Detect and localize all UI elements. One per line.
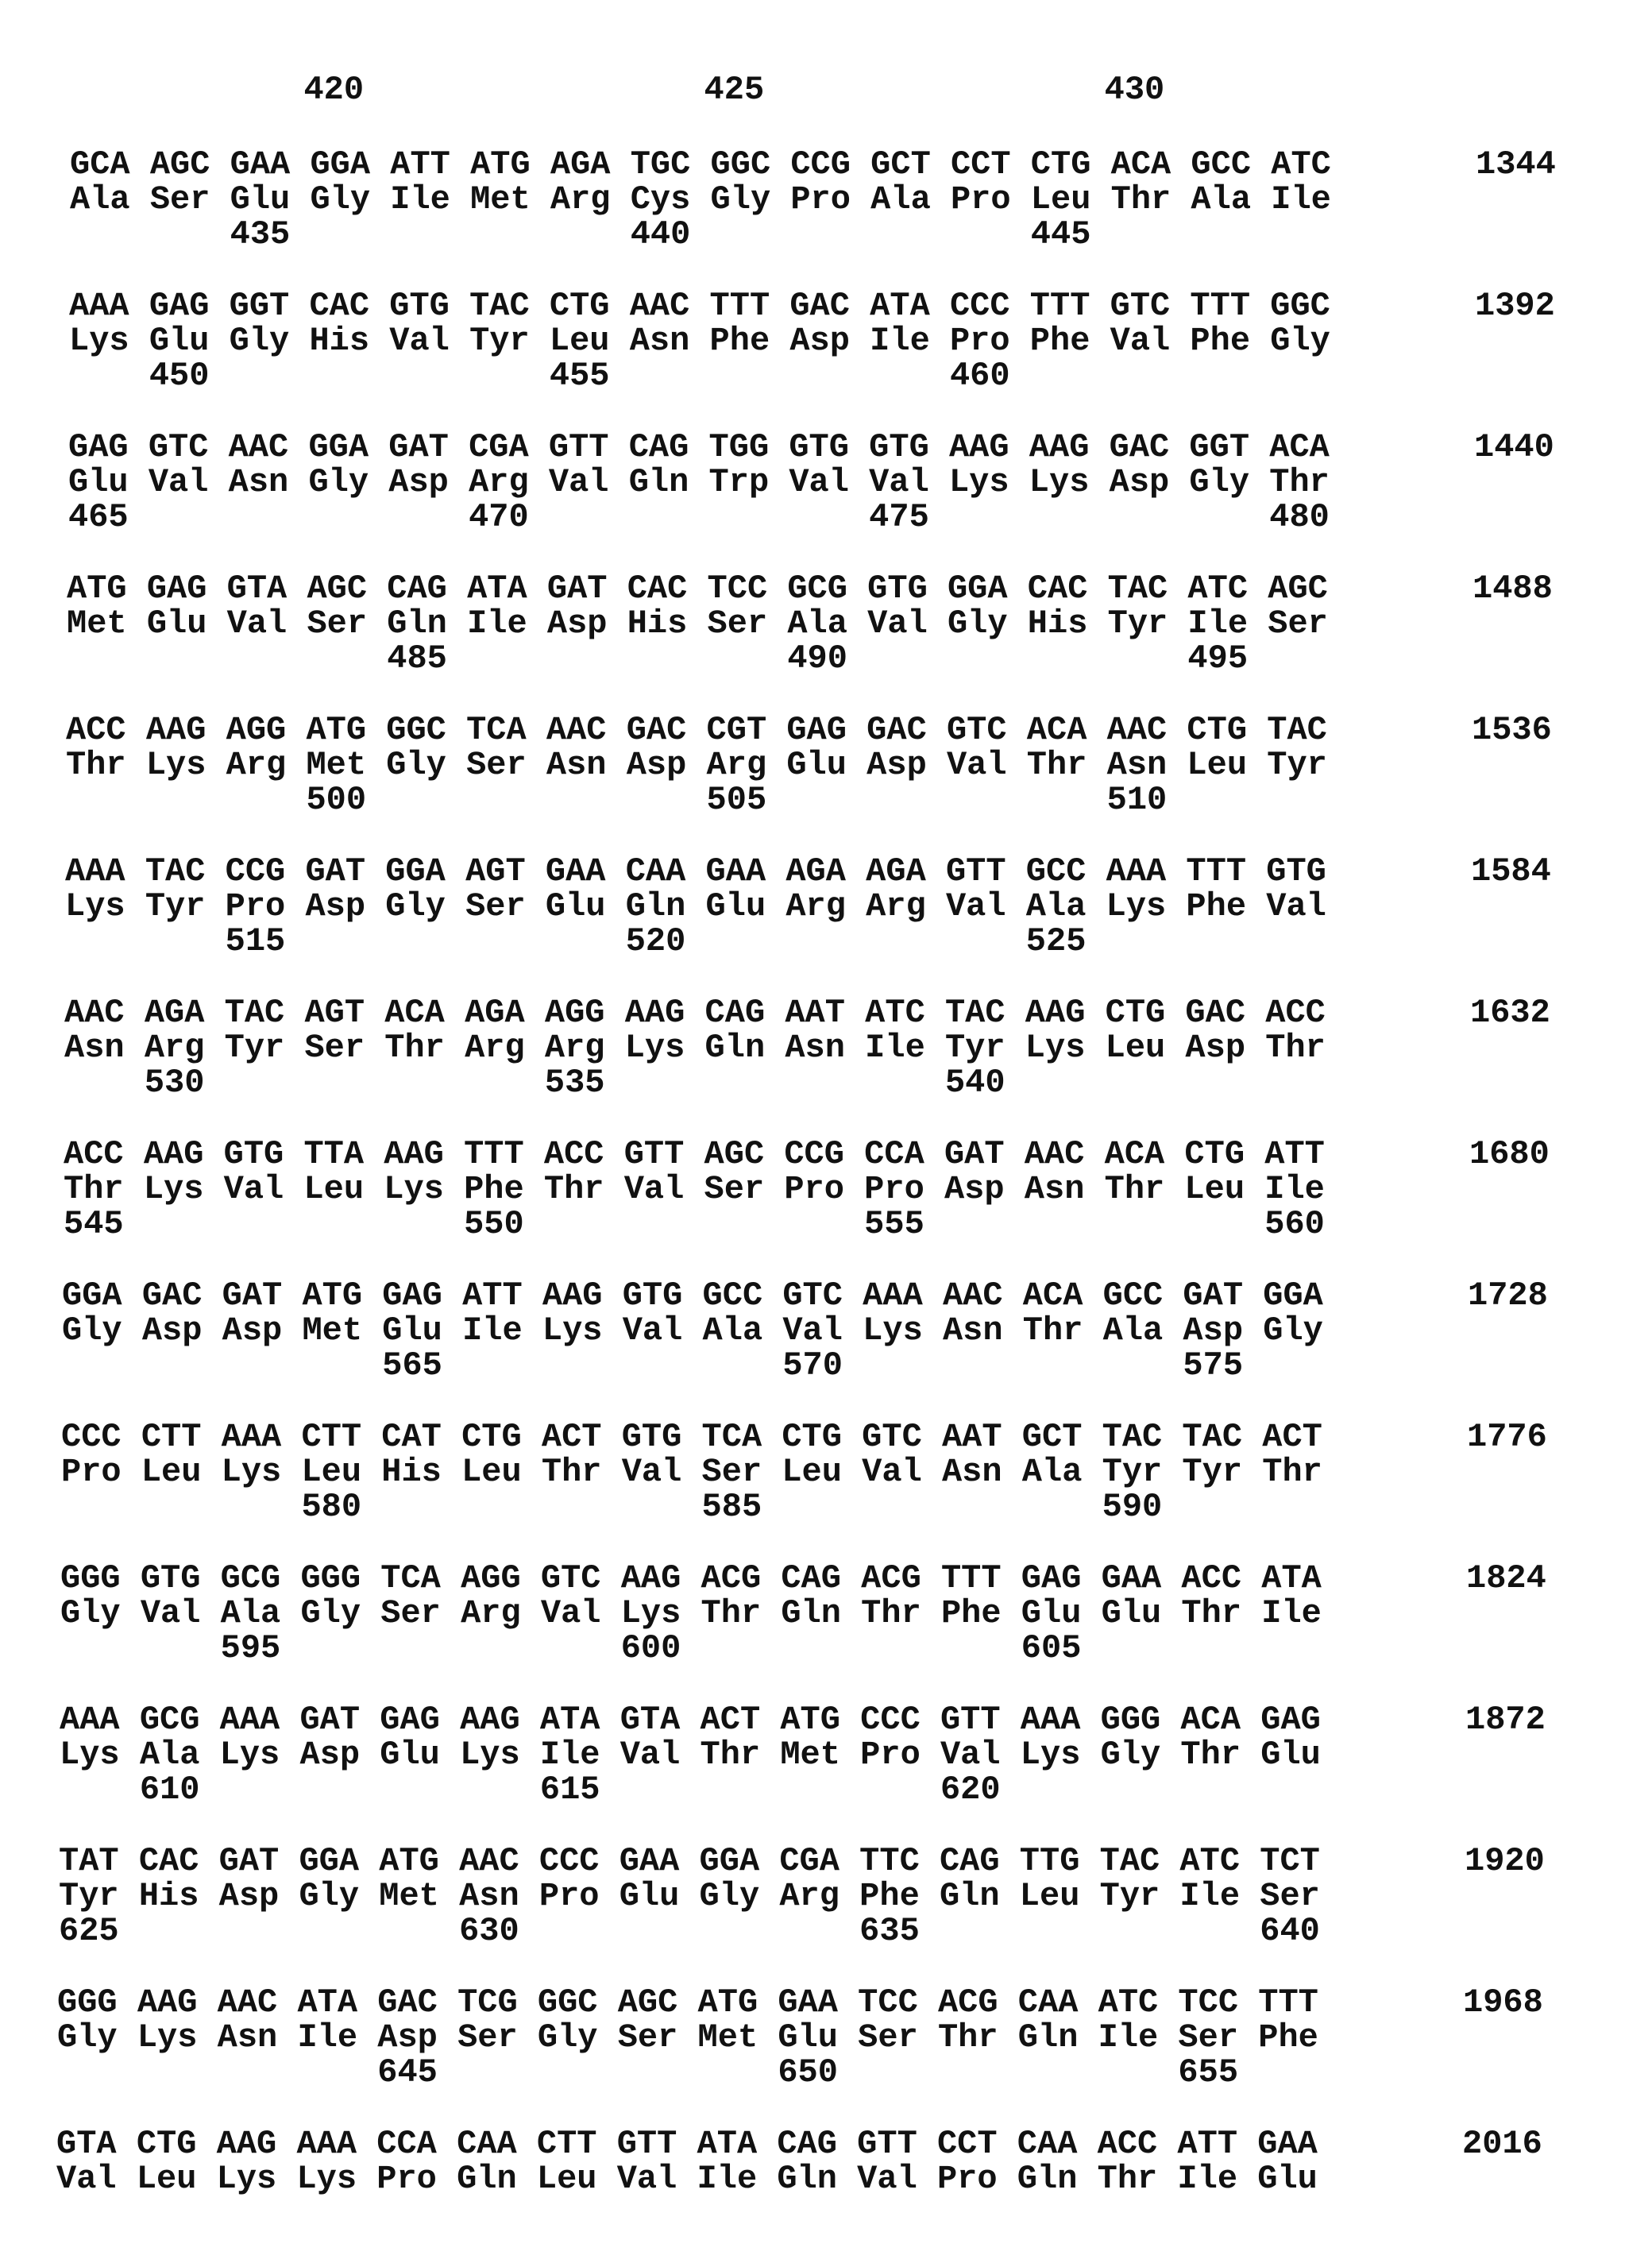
residue-numbers: 610 615 620 xyxy=(60,1772,1001,1807)
residue-numbers: 625 630 635 640 xyxy=(59,1914,1320,1948)
amino-acid-sequence: Ala Ser Glu Gly Ile Met Arg Cys Gly Pro Ala Pro Leu Thr Ala Ile xyxy=(70,182,1331,217)
residue-numbers: 500 505 510 xyxy=(66,782,1167,817)
amino-acid-sequence: Glu Val Asn Gly Asp Arg Val Gln Trp Val Val Lys Lys Asp Gly Thr xyxy=(68,465,1330,500)
nucleotide-count: 2016 xyxy=(1462,2126,1542,2161)
sequence-block xyxy=(66,712,1615,824)
sequence-block xyxy=(60,1702,1608,1813)
nucleotide-count: 1344 xyxy=(1476,147,1556,182)
residue-numbers: 450 455 460 xyxy=(69,358,1010,393)
sequence-block xyxy=(60,1561,1609,1672)
nucleotide-count: 1872 xyxy=(1465,1702,1546,1737)
nucleotide-sequence: AAC AGA TAC AGT ACA AGA AGG AAG CAG AAT ATC TAC AAG CTG GAC ACC xyxy=(64,995,1326,1030)
sequence-block xyxy=(70,147,1619,258)
sequence-block xyxy=(56,2126,1605,2238)
header-residue-numbers: 420 425 430 xyxy=(64,72,1164,107)
nucleotide-sequence: GCA AGC GAA GGA ATT ATG AGA TGC GGC CCG GCT CCT CTG ACA GCC ATC xyxy=(70,147,1331,182)
nucleotide-count: 1968 xyxy=(1463,1985,1543,2020)
residue-numbers: 595 600 605 xyxy=(60,1631,1081,1666)
nucleotide-sequence: ACC AAG GTG TTA AAG TTT ACC GTT AGC CCG CCA GAT AAC ACA CTG ATT xyxy=(64,1137,1325,1172)
amino-acid-sequence: Lys Tyr Pro Asp Gly Ser Glu Gln Glu Arg Arg Val Ala Lys Phe Val xyxy=(65,889,1326,924)
nucleotide-sequence: ATG GAG GTA AGC CAG ATA GAT CAC TCC GCG GTG GGA CAC TAC ATC AGC xyxy=(67,571,1328,606)
sequence-block xyxy=(57,1985,1606,2096)
sequence-block xyxy=(68,430,1617,541)
amino-acid-sequence: Lys Glu Gly His Val Tyr Leu Asn Phe Asp Ile Pro Phe Val Phe Gly xyxy=(69,323,1330,358)
nucleotide-sequence: AAA TAC CCG GAT GGA AGT GAA CAA GAA AGA AGA GTT GCC AAA TTT GTG xyxy=(65,854,1326,889)
sequence-block xyxy=(62,1278,1611,1389)
nucleotide-sequence: CCC CTT AAA CTT CAT CTG ACT GTG TCA CTG GTC AAT GCT TAC TAC ACT xyxy=(61,1419,1322,1454)
residue-numbers: 530 535 540 xyxy=(64,1065,1005,1100)
nucleotide-count: 1728 xyxy=(1468,1278,1548,1313)
amino-acid-sequence: Asn Arg Tyr Ser Thr Arg Arg Lys Gln Asn Ile Tyr Lys Leu Asp Thr xyxy=(64,1030,1326,1065)
nucleotide-sequence: ACC AAG AGG ATG GGC TCA AAC GAC CGT GAG GAC GTC ACA AAC CTG TAC xyxy=(66,712,1327,747)
nucleotide-count: 1392 xyxy=(1475,288,1555,323)
residue-numbers: 515 520 525 xyxy=(65,924,1086,959)
amino-acid-sequence: Gly Asp Asp Met Glu Ile Lys Val Ala Val Lys Asn Thr Ala Asp Gly xyxy=(62,1313,1323,1348)
sequence-block xyxy=(67,571,1615,682)
nucleotide-sequence: GAG GTC AAC GGA GAT CGA GTT CAG TGG GTG GTG AAG AAG GAC GGT ACA xyxy=(68,430,1330,465)
nucleotide-sequence: AAA GCG AAA GAT GAG AAG ATA GTA ACT ATG CCC GTT AAA GGG ACA GAG xyxy=(60,1702,1321,1737)
amino-acid-sequence: Lys Ala Lys Asp Glu Lys Ile Val Thr Met Pro Val Lys Gly Thr Glu xyxy=(60,1737,1321,1772)
residue-numbers: 565 570 575 xyxy=(62,1348,1243,1383)
residue-numbers: 580 585 590 xyxy=(61,1489,1162,1524)
residue-numbers: 545 550 555 560 xyxy=(64,1207,1325,1242)
nucleotide-count: 1776 xyxy=(1467,1419,1547,1454)
nucleotide-sequence: GGG GTG GCG GGG TCA AGG GTC AAG ACG CAG ACG TTT GAG GAA ACC ATA xyxy=(60,1561,1322,1596)
sequence-block xyxy=(64,1137,1612,1248)
residue-numbers: 465 470 475 480 xyxy=(68,500,1330,535)
residue-numbers: 435 440 445 xyxy=(70,217,1090,252)
nucleotide-count: 1824 xyxy=(1466,1561,1546,1596)
nucleotide-sequence: TAT CAC GAT GGA ATG AAC CCC GAA GGA CGA TTC CAG TTG TAC ATC TCT xyxy=(59,1844,1320,1879)
nucleotide-count: 1584 xyxy=(1471,854,1551,889)
sequence-block xyxy=(61,1419,1610,1531)
sequence-block xyxy=(64,995,1613,1106)
sequence-block xyxy=(59,1844,1608,1955)
amino-acid-sequence: Tyr His Asp Gly Met Asn Pro Glu Gly Arg Phe Gln Leu Tyr Ile Ser xyxy=(59,1879,1320,1914)
amino-acid-sequence: Thr Lys Val Leu Lys Phe Thr Val Ser Pro Pro Asp Asn Thr Leu Ile xyxy=(64,1172,1325,1207)
nucleotide-count: 1488 xyxy=(1473,571,1553,606)
amino-acid-sequence: Met Glu Val Ser Gln Ile Asp His Ser Ala Val Gly His Tyr Ile Ser xyxy=(67,606,1328,641)
nucleotide-sequence: GGG AAG AAC ATA GAC TCG GGC AGC ATG GAA TCC ACG CAA ATC TCC TTT xyxy=(57,1985,1318,2020)
nucleotide-count: 1536 xyxy=(1472,712,1552,747)
amino-acid-sequence: Gly Lys Asn Ile Asp Ser Gly Ser Met Glu Ser Thr Gln Ile Ser Phe xyxy=(57,2020,1318,2055)
residue-numbers: 485 490 495 xyxy=(67,641,1248,676)
nucleotide-sequence: GGA GAC GAT ATG GAG ATT AAG GTG GCC GTC AAA AAC ACA GCC GAT GGA xyxy=(62,1278,1323,1313)
nucleotide-count: 1680 xyxy=(1469,1137,1550,1172)
amino-acid-sequence: Val Leu Lys Lys Pro Gln Leu Val Ile Gln Val Pro Gln Thr Ile Glu xyxy=(56,2161,1318,2196)
nucleotide-sequence: GTA CTG AAG AAA CCA CAA CTT GTT ATA CAG GTT CCT CAA ACC ATT GAA xyxy=(56,2126,1318,2161)
nucleotide-count: 1920 xyxy=(1465,1844,1545,1879)
nucleotide-count: 1632 xyxy=(1470,995,1550,1030)
sequence-block xyxy=(69,288,1618,400)
amino-acid-sequence: Gly Val Ala Gly Ser Arg Val Lys Thr Gln Thr Phe Glu Glu Thr Ile xyxy=(60,1596,1322,1631)
residue-numbers: 645 650 655 xyxy=(57,2055,1238,2090)
amino-acid-sequence: Pro Leu Lys Leu His Leu Thr Val Ser Leu Val Asn Ala Tyr Tyr Thr xyxy=(61,1454,1322,1489)
nucleotide-count: 1440 xyxy=(1474,430,1554,465)
amino-acid-sequence: Thr Lys Arg Met Gly Ser Asn Asp Arg Glu Asp Val Thr Asn Leu Tyr xyxy=(66,747,1327,782)
sequence-block xyxy=(65,854,1614,965)
nucleotide-sequence: AAA GAG GGT CAC GTG TAC CTG AAC TTT GAC ATA CCC TTT GTC TTT GGC xyxy=(69,288,1330,323)
